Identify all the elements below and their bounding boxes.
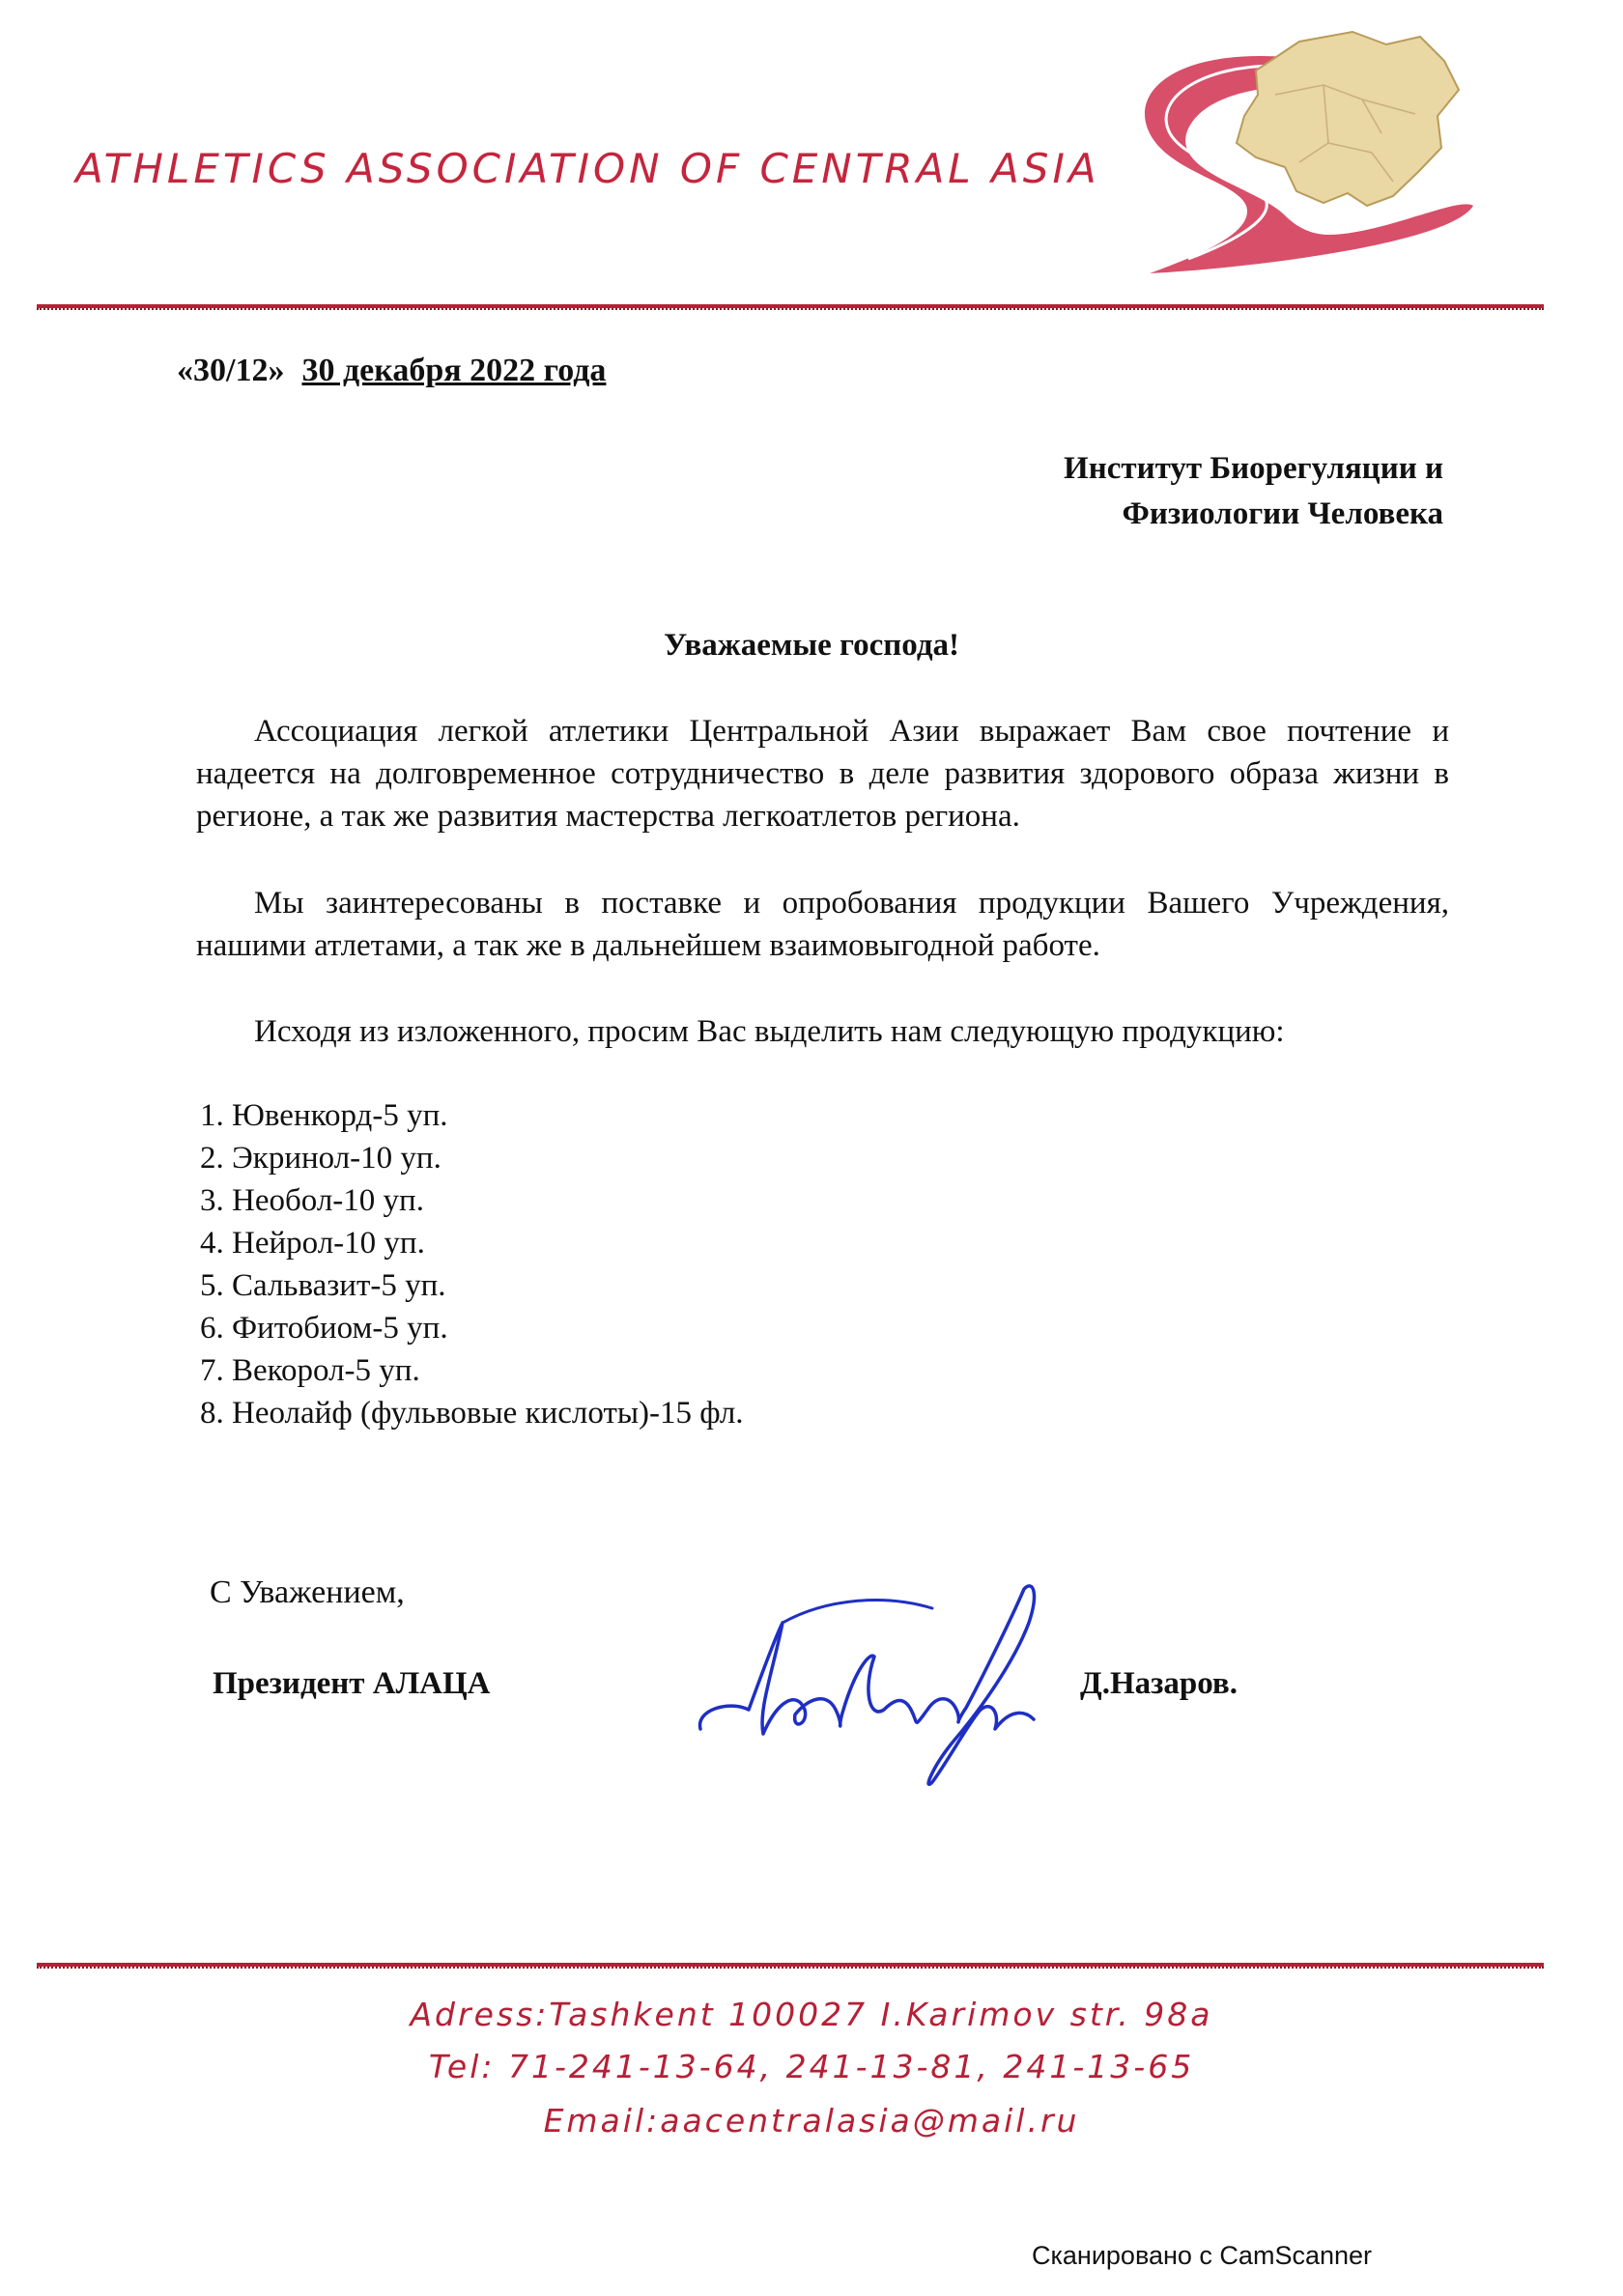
footer-divider [37, 1963, 1544, 1969]
list-item: 7. Векорол-5 уп. [200, 1353, 420, 1388]
recipient-block [767, 446, 1443, 537]
footer-email: Email:aacentralasia@mail.ru [543, 2102, 1080, 2140]
recipient-line: Физиологии Человека [1122, 496, 1443, 531]
scanner-watermark: Сканировано с CamScanner [1032, 2241, 1373, 2270]
list-item: 5. Сальвазит-5 уп. [200, 1268, 446, 1303]
closing: С Уважением, [210, 1574, 405, 1610]
list-item: 3. Необол-10 уп. [200, 1183, 424, 1218]
signer-title: Президент АЛАЦА [213, 1666, 491, 1701]
footer-phones: Tel: 71-241-13-64, 241-13-81, 241-13-65 [428, 2048, 1195, 2085]
footer-address: Adress:Tashkent 100027 I.Karimov str. 98a [410, 1996, 1213, 2033]
list-item: 6. Фитобиом-5 уп. [200, 1311, 448, 1346]
product-list [200, 1094, 744, 1434]
list-item: 2. Экринол-10 уп. [200, 1141, 441, 1176]
signer-name: Д.Назаров. [1080, 1666, 1238, 1701]
salutation: Уважаемые господа! [663, 628, 960, 663]
paragraph-1: Ассоциация легкой атлетики Центральной Азии выражает Вам свое почтение и надеется на долговременное сотрудничество в деле развития здорового образа жизни в регионе, а так же развития мастерства легкоатлетов региона. [196, 714, 1449, 834]
list-item: 8. Неолайф (фульвовые кислоты)-15 фл. [200, 1396, 744, 1431]
reference-number: «30/12» [177, 353, 285, 388]
list-item: 1. Ювенкорд-5 уп. [200, 1098, 448, 1133]
paragraph-3: Исходя из изложенного, просим Вас выделить нам следующую продукцию: [254, 1014, 1285, 1049]
header-divider [37, 304, 1544, 310]
paragraph-2: Мы заинтересованы в поставке и опробования продукции Вашего Учреждения, нашими атлетами, а так же в дальнейшем взаимовыгодной работе. [196, 886, 1449, 963]
list-item: 4. Нейрол-10 уп. [200, 1226, 425, 1261]
handwritten-signature [691, 1565, 1077, 1806]
date-text: 30 декабря 2022 года [301, 353, 607, 388]
organization-name: ATHLETICS ASSOCIATION OF CENTRAL ASIA [75, 145, 1100, 192]
recipient-line: Институт Биорегуляции и [1064, 451, 1443, 486]
letter-date [177, 353, 606, 389]
central-asia-map-track-logo [1130, 27, 1488, 298]
